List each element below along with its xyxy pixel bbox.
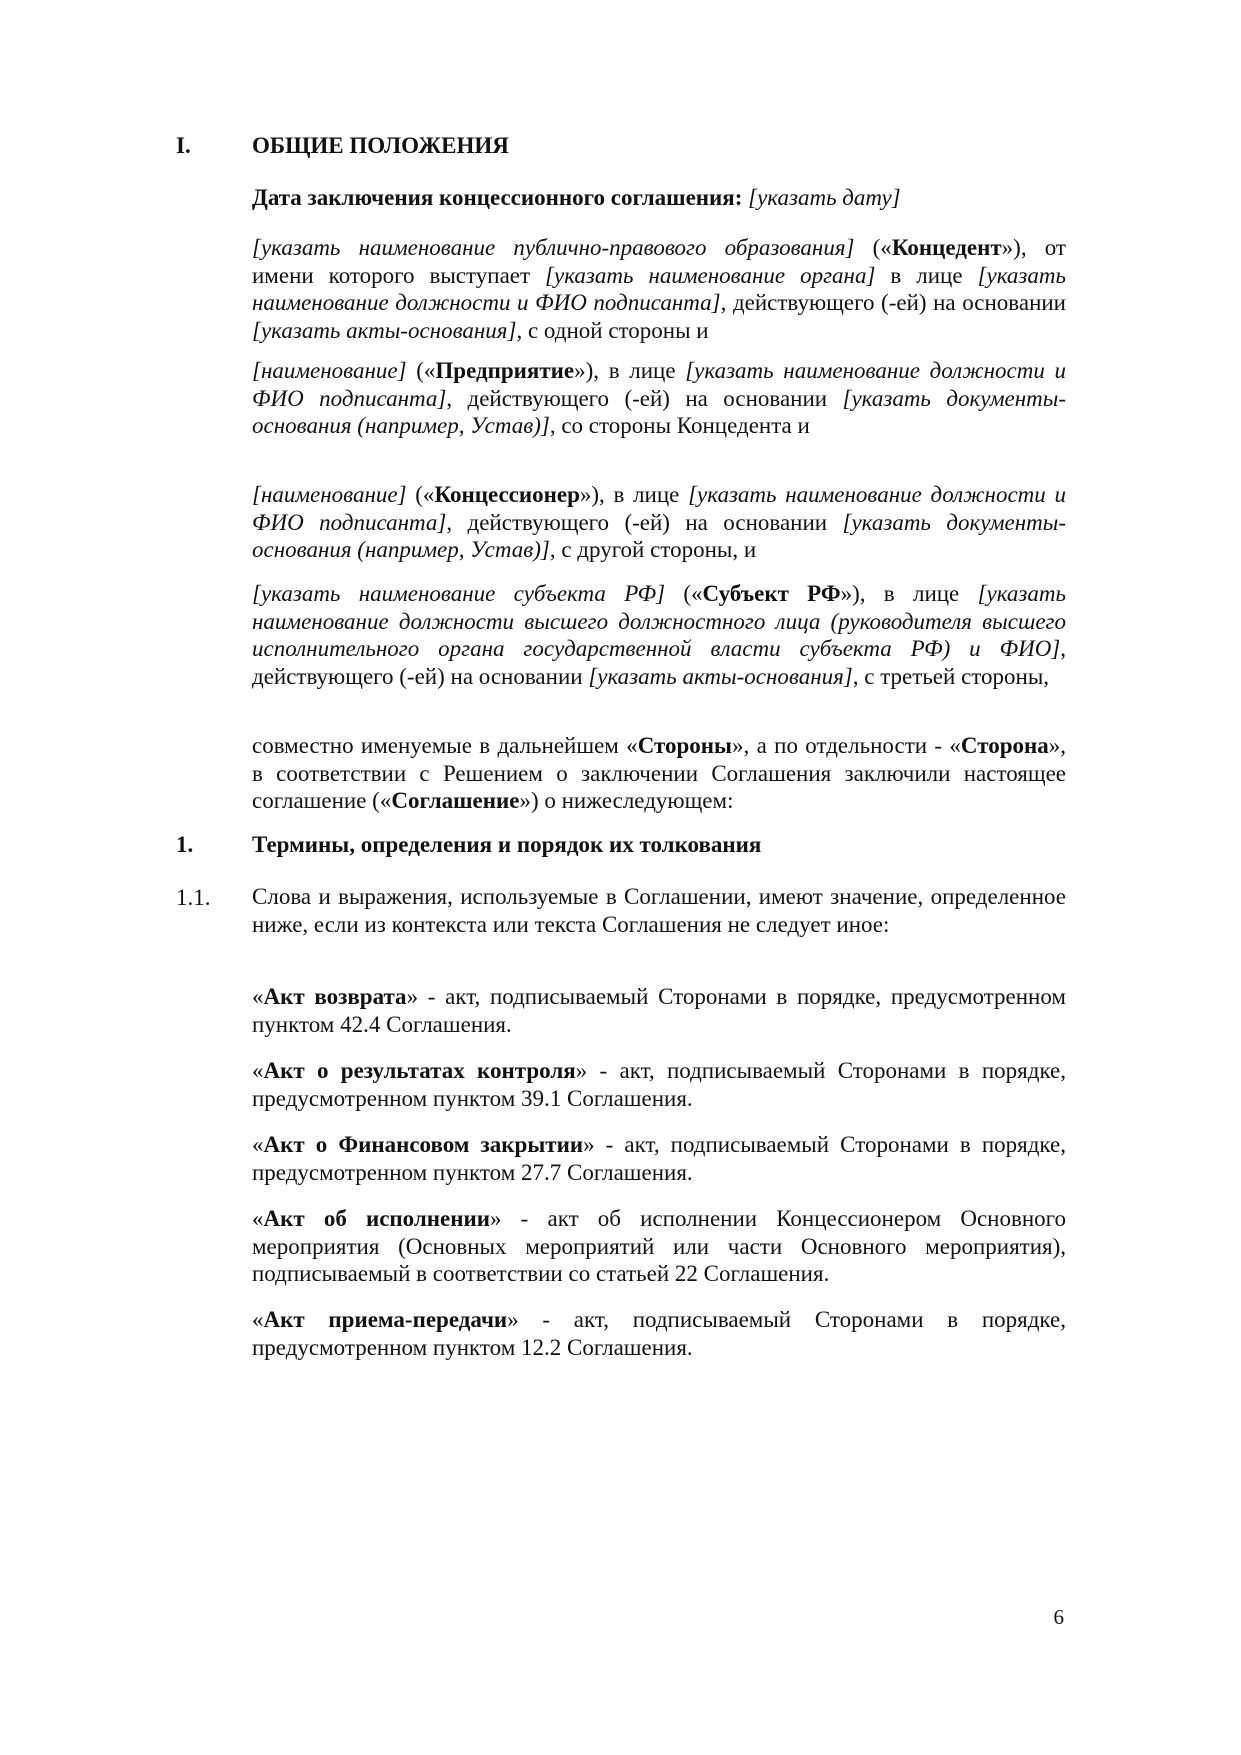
placeholder-text: [указать наименование должности и ФИО подписанта] (252, 358, 1066, 411)
text-run: , с третьей стороны, (852, 663, 1050, 689)
text-run: « (252, 1307, 264, 1332)
text-run: , со стороны Концедента и (549, 413, 810, 439)
party-subject-rf-paragraph (252, 580, 1066, 690)
page-number: 6 (1053, 1605, 1064, 1629)
text-run: , с другой стороны, и (549, 537, 757, 563)
placeholder-text: [указать наименование должности и ФИО подписанта] (252, 262, 1066, 316)
defined-term: Концессионер (434, 482, 580, 507)
placeholder-text: [указать дату] (748, 185, 901, 210)
text-run: , действующего (-ей) на основании (252, 636, 1066, 689)
defined-term: Предприятие (435, 358, 575, 383)
placeholder-text: [указать наименование публично-правового образования] (252, 235, 855, 260)
text-run: , действующего (-ей) на основании (446, 385, 843, 411)
defined-term: Сторона (960, 733, 1049, 758)
text-run: ») о нижеследующем: (519, 788, 734, 814)
section-number: I. (176, 133, 191, 158)
clause-text: Слова и выражения, используемые в Соглашении, имеют значение, определенное ниже, если из контекста или текста Соглашения не следует иное: (252, 884, 1066, 937)
definition-financial-close-act (252, 1131, 1066, 1186)
article-title: Термины, определения и порядок их толкования (252, 832, 762, 857)
definition-return-act (252, 983, 1066, 1038)
text-run: в лице (875, 262, 978, 288)
text-run: », в соответствии с Решением о заключении Соглашения заключили настоящее соглашение (« (252, 733, 1067, 814)
text-run: « (252, 1206, 264, 1231)
defined-term: Стороны (637, 733, 732, 758)
text-run: « (252, 984, 264, 1009)
text-run: , с одной стороны и (516, 317, 709, 343)
placeholder-text: [указать наименование должности и ФИО подписанта] (252, 482, 1066, 535)
party-enterprise-paragraph (252, 357, 1066, 440)
defined-term: Соглашение (391, 788, 520, 814)
text-run: » - акт, подписываемый Сторонами в порядке, предусмотренном пунктом 27.7 Соглашения. (252, 1132, 1066, 1185)
text-run: » - акт, подписываемый Сторонами в порядке, предусмотренном пунктом 12.2 Соглашения. (252, 1307, 1066, 1360)
text-run: совместно именуемые в дальнейшем « (252, 733, 638, 758)
text-run: (« (406, 482, 435, 507)
text-run: « (252, 1058, 264, 1083)
text-run: » - акт об исполнении Концессионером Основного мероприятия (Основных мероприятий или части Основного мероприятия), подписываемый в соответствии со статьей 22 Соглашения. (252, 1206, 1066, 1287)
parties-jointly-paragraph (252, 732, 1066, 815)
text-run: »), в лице (579, 482, 689, 507)
placeholder-text: [указать наименование органа] (545, 262, 876, 288)
defined-term: Дата заключения концессионного соглашения: (252, 185, 749, 210)
placeholder-text: [наименование] (252, 482, 407, 507)
definition-acceptance-transfer-act (252, 1306, 1066, 1361)
defined-term: Акт возврата (263, 984, 407, 1009)
section-title: ОБЩИЕ ПОЛОЖЕНИЯ (252, 133, 509, 158)
text-run: , действующего (-ей) на основании (446, 509, 843, 535)
definition-performance-act (252, 1205, 1066, 1288)
placeholder-text: [указать акты-основания] (588, 663, 853, 689)
agreement-date-line (252, 184, 1066, 212)
text-run: (« (665, 581, 703, 606)
text-run: » - акт, подписываемый Сторонами в порядке, предусмотренном пунктом 42.4 Соглашения. (252, 984, 1066, 1037)
defined-term: Концедент (891, 235, 1002, 260)
text-run: (« (406, 358, 436, 383)
article-number: 1. (176, 832, 194, 857)
text-run: », а по отдельности - « (732, 733, 961, 758)
text-run: , действующего (-ей) на основании (720, 290, 1066, 316)
clause-number: 1.1. (176, 885, 211, 910)
defined-term: Акт приема-передачи (263, 1307, 508, 1332)
party-concedent-paragraph (252, 234, 1066, 344)
party-concessionaire-paragraph (252, 481, 1066, 564)
text-run: »), в лице (574, 358, 686, 383)
defined-term: Акт о Финансовом закрытии (263, 1132, 584, 1157)
text-run: »), от имени которого выступает (252, 235, 1066, 288)
defined-term: Акт об исполнении (263, 1206, 491, 1231)
text-run: « (252, 1132, 264, 1157)
placeholder-text: [указать наименование должности высшего должностного лица (руководителя высшего исполнительного органа государственной власти субъекта РФ) и ФИО] (252, 581, 1066, 662)
placeholder-text: [указать документы-основания (например, Устав)] (252, 385, 1066, 439)
defined-term: Акт о результатах контроля (263, 1058, 576, 1083)
text-run: » - акт, подписываемый Сторонами в порядке, предусмотренном пунктом 39.1 Соглашения. (252, 1058, 1067, 1111)
placeholder-text: [указать документы-основания (например, Устав)] (252, 509, 1066, 563)
placeholder-text: [указать наименование субъекта РФ] (252, 581, 666, 606)
definition-control-results-act (252, 1057, 1066, 1112)
text-run: »), в лице (840, 581, 978, 606)
defined-term: Субъект РФ (702, 581, 841, 606)
placeholder-text: [наименование] (252, 358, 407, 383)
text-run: (« (854, 235, 892, 260)
placeholder-text: [указать акты-основания] (252, 317, 517, 343)
